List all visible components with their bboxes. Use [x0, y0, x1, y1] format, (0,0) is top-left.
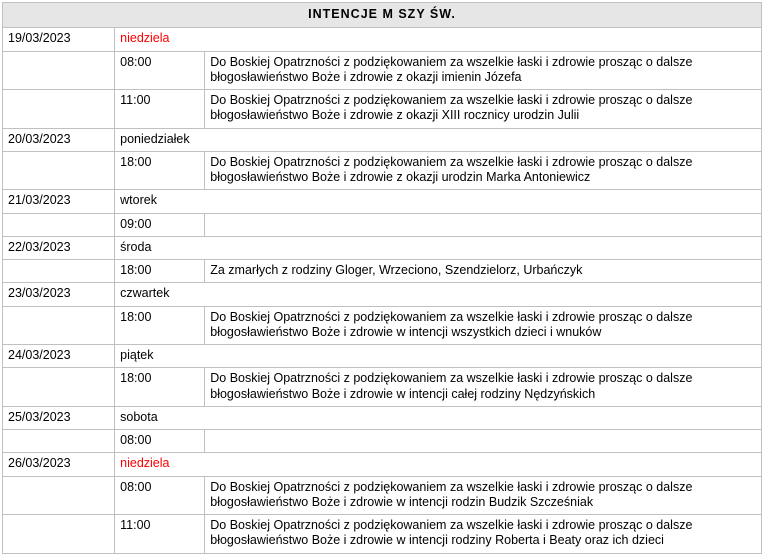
- mass-row: [3, 213, 762, 236]
- mass-time-cell: 18:00: [115, 151, 205, 190]
- mass-row: [3, 430, 762, 453]
- day-name-cell: czwartek: [115, 283, 762, 306]
- day-header-row: [3, 190, 762, 213]
- date-spacer-cell: [3, 476, 115, 515]
- date-spacer-cell: [3, 151, 115, 190]
- date-cell: 23/03/2023: [3, 283, 115, 306]
- day-header-row: [3, 236, 762, 259]
- day-name-cell: wtorek: [115, 190, 762, 213]
- date-cell: 19/03/2023: [3, 28, 115, 51]
- page-title-text: INTENCJE M SZY ŚW.: [308, 7, 456, 21]
- mass-row: [3, 368, 762, 407]
- mass-time-cell: 18:00: [115, 260, 205, 283]
- day-header-row: [3, 28, 762, 51]
- mass-intention-cell: Do Boskiej Opatrzności z podziękowaniem za wszelkie łaski i zdrowie prosząc o dalsze błogosławieństwo Boże i zdrowie z okazji imienin Józefa: [205, 51, 762, 90]
- mass-time-cell: 18:00: [115, 368, 205, 407]
- page-title: [3, 3, 762, 28]
- mass-intention-cell: Za zmarłych z rodziny Gloger, Wrzeciono, Szendzielorz, Urbańczyk: [205, 260, 762, 283]
- date-spacer-cell: [3, 90, 115, 129]
- mass-time-cell: 11:00: [115, 90, 205, 129]
- day-header-row: [3, 128, 762, 151]
- date-spacer-cell: [3, 306, 115, 345]
- mass-intention-cell: Do Boskiej Opatrzności z podziękowaniem za wszelkie łaski i zdrowie prosząc o dalsze błogosławieństwo Boże i zdrowie w intencji wszystkich dzieci i wnuków: [205, 306, 762, 345]
- date-spacer-cell: [3, 368, 115, 407]
- mass-intention-cell: [205, 430, 762, 453]
- mass-row: [3, 306, 762, 345]
- date-spacer-cell: [3, 430, 115, 453]
- date-cell: 20/03/2023: [3, 128, 115, 151]
- day-name-cell: sobota: [115, 406, 762, 429]
- mass-row: [3, 476, 762, 515]
- mass-time-cell: 08:00: [115, 51, 205, 90]
- day-header-row: [3, 283, 762, 306]
- day-name-cell: poniedziałek: [115, 128, 762, 151]
- mass-time-cell: 11:00: [115, 515, 205, 554]
- table-body: [3, 3, 762, 554]
- mass-time-cell: 18:00: [115, 306, 205, 345]
- date-cell: 21/03/2023: [3, 190, 115, 213]
- mass-intentions-table: [2, 2, 762, 554]
- date-cell: 26/03/2023: [3, 453, 115, 476]
- mass-row: [3, 51, 762, 90]
- date-spacer-cell: [3, 515, 115, 554]
- mass-row: [3, 151, 762, 190]
- mass-intention-cell: Do Boskiej Opatrzności z podziękowaniem za wszelkie łaski i zdrowie prosząc o dalsze błogosławieństwo Boże i zdrowie z okazji urodzin Marka Antoniewicz: [205, 151, 762, 190]
- mass-intention-cell: Do Boskiej Opatrzności z podziękowaniem za wszelkie łaski i zdrowie prosząc o dalsze błogosławieństwo Boże i zdrowie w intencji rodziny Roberta i Beaty oraz ich dzieci: [205, 515, 762, 554]
- mass-row: [3, 260, 762, 283]
- date-cell: 22/03/2023: [3, 236, 115, 259]
- mass-intention-cell: Do Boskiej Opatrzności z podziękowaniem za wszelkie łaski i zdrowie prosząc o dalsze błogosławieństwo Boże i zdrowie w intencji rodzin Budzik Szcześniak: [205, 476, 762, 515]
- mass-time-cell: 09:00: [115, 213, 205, 236]
- day-header-row: [3, 345, 762, 368]
- day-name-cell: piątek: [115, 345, 762, 368]
- mass-row: [3, 90, 762, 129]
- day-header-row: [3, 453, 762, 476]
- day-name-cell: niedziela: [115, 28, 762, 51]
- day-name-cell: niedziela: [115, 453, 762, 476]
- mass-time-cell: 08:00: [115, 476, 205, 515]
- mass-intention-cell: [205, 213, 762, 236]
- date-cell: 25/03/2023: [3, 406, 115, 429]
- mass-time-cell: 08:00: [115, 430, 205, 453]
- date-spacer-cell: [3, 213, 115, 236]
- document-page: [0, 2, 764, 548]
- table-title-row: [3, 3, 762, 28]
- mass-intention-cell: Do Boskiej Opatrzności z podziękowaniem za wszelkie łaski i zdrowie prosząc o dalsze błogosławieństwo Boże i zdrowie w intencji całej rodziny Nędzyńskich: [205, 368, 762, 407]
- mass-row: [3, 515, 762, 554]
- mass-intention-cell: Do Boskiej Opatrzności z podziękowaniem za wszelkie łaski i zdrowie prosząc o dalsze błogosławieństwo Boże i zdrowie z okazji XIII rocznicy urodzin Julii: [205, 90, 762, 129]
- date-cell: 24/03/2023: [3, 345, 115, 368]
- date-spacer-cell: [3, 260, 115, 283]
- day-name-cell: środa: [115, 236, 762, 259]
- date-spacer-cell: [3, 51, 115, 90]
- day-header-row: [3, 406, 762, 429]
